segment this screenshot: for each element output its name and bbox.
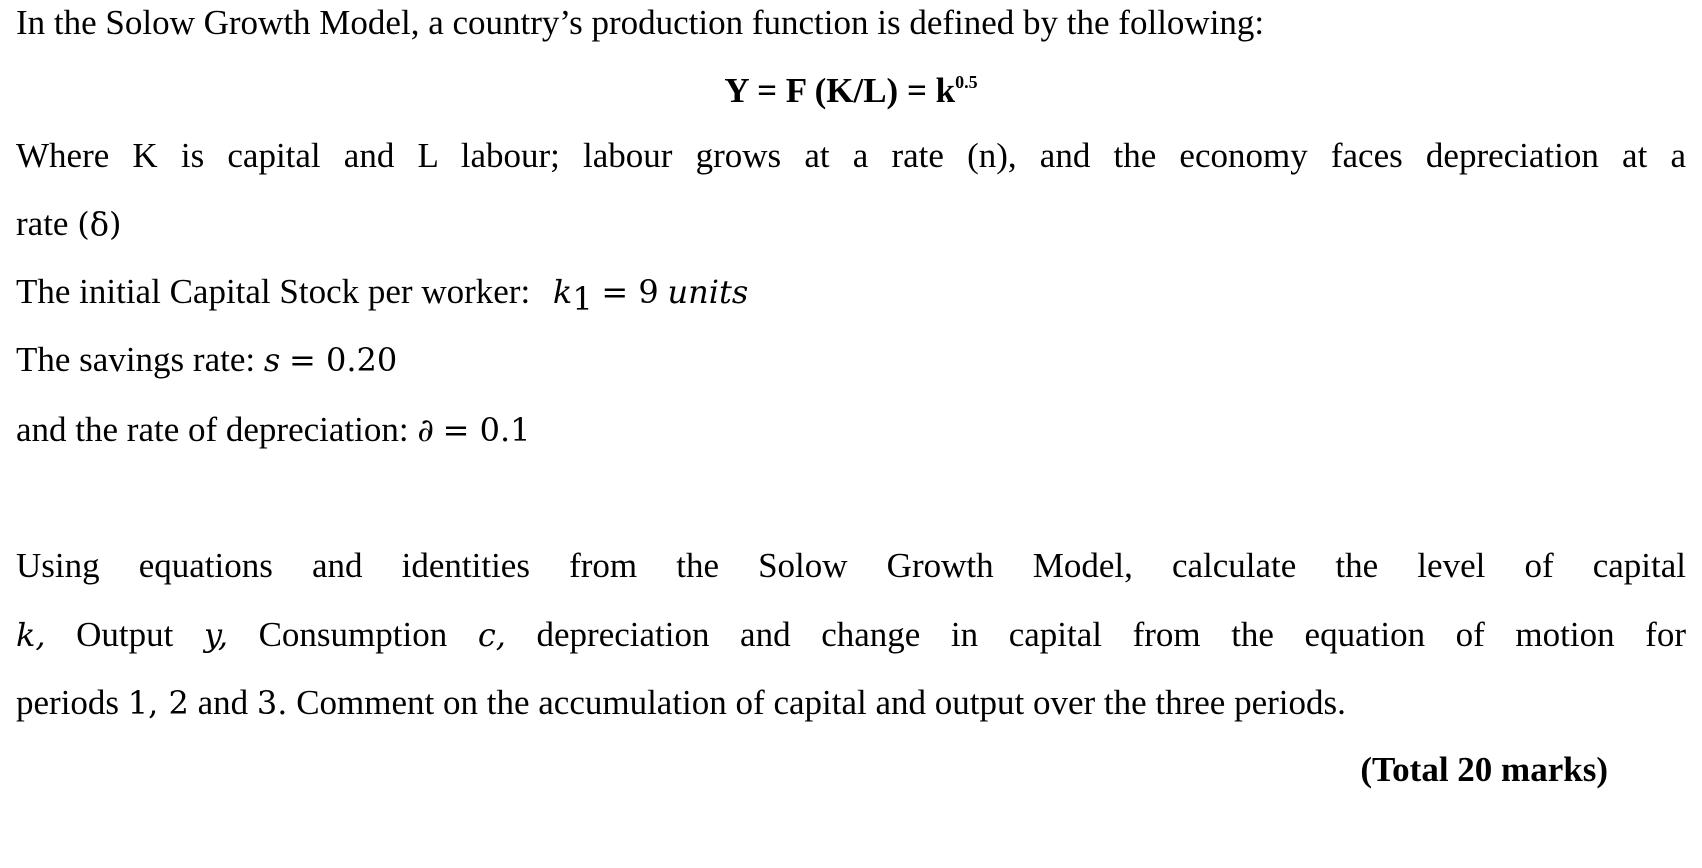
q3-text-1: periods xyxy=(16,683,128,722)
question-line-2 xyxy=(16,614,1686,656)
savings-rate-value: = 0.20 xyxy=(289,341,398,379)
q2-text-3: depreciation and change in capital from the equation of motion for xyxy=(505,615,1686,654)
period-three: 3. xyxy=(256,684,288,722)
initial-capital-subscript: 1 xyxy=(572,280,593,318)
where-line-1: Where K is capital and L labour; labour grows at a rate (n), and the economy faces depreciation at a xyxy=(16,136,1686,175)
depreciation-rate-label: and the rate of depreciation: xyxy=(16,410,409,449)
q2-text-1: Output xyxy=(45,615,204,654)
initial-capital-line xyxy=(16,271,749,318)
equation-exponent: 0.5 xyxy=(955,72,978,92)
depreciation-rate-value: = 0.1 xyxy=(442,411,531,449)
savings-rate-line xyxy=(16,339,397,381)
initial-capital-var: k xyxy=(552,273,573,311)
equation-lhs: Y = F (K/L) = k xyxy=(724,71,956,110)
production-function-equation xyxy=(0,70,1702,112)
depreciation-rate-var: ∂ xyxy=(417,411,434,449)
delta-symbol: (δ) xyxy=(77,205,122,243)
rate-text: rate xyxy=(16,204,78,243)
question-line-1: Using equations and identities from the Solow Growth Model, calculate the level of capital xyxy=(16,546,1686,585)
depreciation-rate-line xyxy=(16,409,531,451)
var-k: k, xyxy=(16,616,46,654)
intro-text: In the Solow Growth Model, a country’s production function is defined by the following: xyxy=(16,3,1265,42)
savings-rate-var: s xyxy=(263,341,281,379)
initial-capital-label: The initial Capital Stock per worker: xyxy=(16,272,531,311)
savings-rate-label: The savings rate: xyxy=(16,340,256,379)
period-numbers: 1, 2 xyxy=(127,684,189,722)
var-y: y, xyxy=(203,616,228,654)
var-c: c, xyxy=(477,616,506,654)
total-marks: (Total 20 marks) xyxy=(1360,750,1608,789)
initial-capital-unit: units xyxy=(667,273,749,311)
q3-text-3: Comment on the accumulation of capital and output over the three periods. xyxy=(287,683,1346,722)
where-line-2 xyxy=(16,203,121,245)
question-line-3 xyxy=(16,682,1346,724)
q3-text-2: and xyxy=(188,683,257,722)
q2-text-2: Consumption xyxy=(227,615,478,654)
initial-capital-value: = 9 xyxy=(601,273,659,311)
